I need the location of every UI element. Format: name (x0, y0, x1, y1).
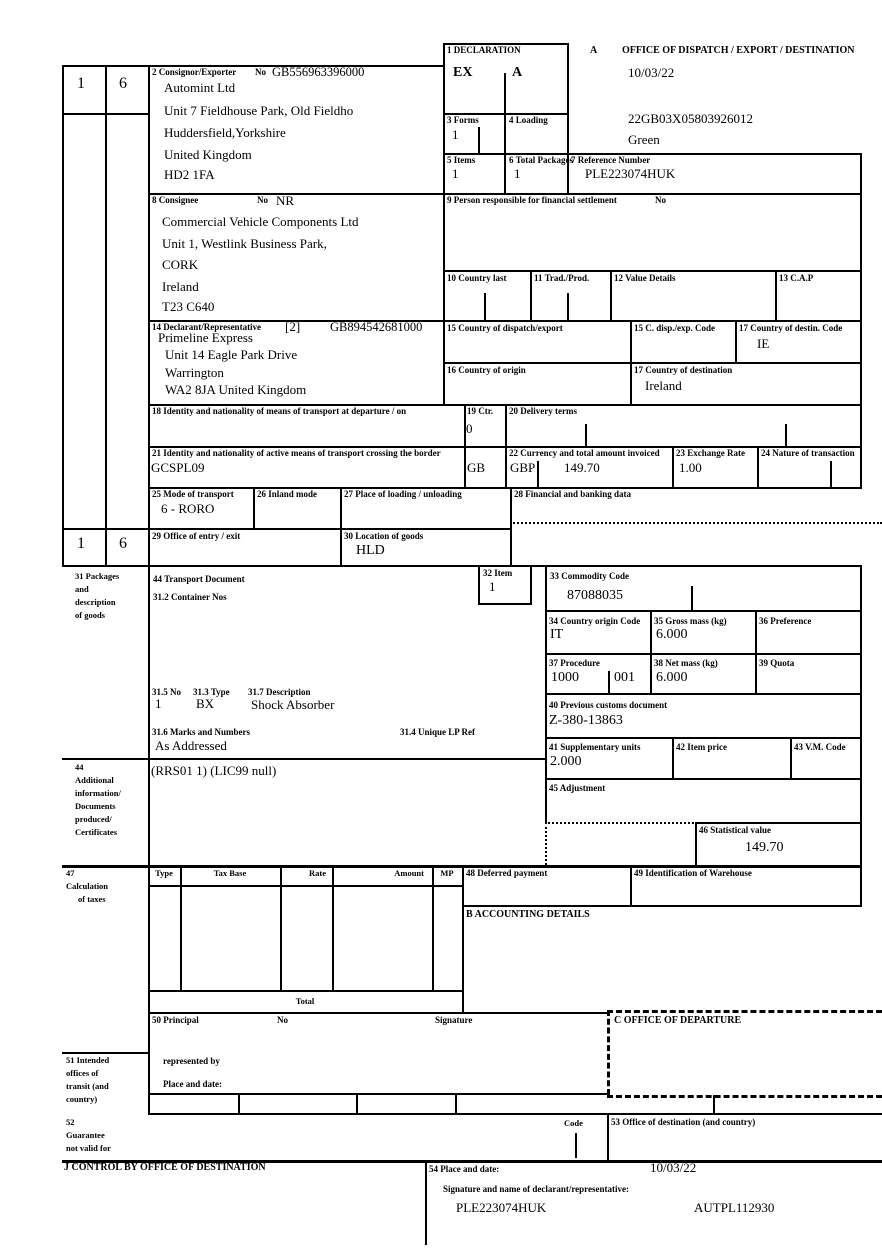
grid-line (62, 113, 150, 115)
box50-principal-label: 50 Principal (152, 1015, 199, 1025)
box52-code-label: Code (564, 1118, 583, 1128)
box30-goods-location-label: 30 Location of goods (344, 531, 424, 541)
grid-line (545, 610, 862, 612)
box50-signature-label: Signature (435, 1015, 473, 1025)
grid-line (630, 865, 632, 907)
box9-financial-label: 9 Person responsible for financial settlement (447, 195, 617, 205)
dashed-line (607, 1010, 610, 1095)
box17a-destin-code-label: 17 Country of destin. Code (739, 323, 843, 333)
box25-mode-label: 25 Mode of transport (152, 489, 234, 499)
boxA-mrn: 22GB03X05803926012 (628, 111, 753, 126)
box44-margin-label: produced/ (75, 814, 112, 824)
box31-margin-label: of goods (75, 610, 105, 620)
box42-item-price-label: 42 Item price (676, 742, 727, 752)
tax-col-rate: Rate (309, 868, 326, 878)
box31-7-description-value: Shock Absorber (251, 697, 335, 712)
box47-margin-label: of taxes (78, 894, 106, 904)
box4-loading-label: 4 Loading (509, 115, 548, 125)
box31-margin-label: 31 Packages (75, 571, 120, 581)
box48-deferred-label: 48 Deferred payment (466, 868, 548, 878)
grid-line (62, 528, 512, 530)
box51-margin-label: offices of (66, 1068, 99, 1078)
box26-inland-mode-label: 26 Inland mode (257, 489, 318, 499)
box50-no-label: No (277, 1015, 288, 1025)
box31-7-description-label: 31.7 Description (248, 687, 311, 697)
field-tick (830, 461, 832, 487)
copy-number-1: 1 (77, 75, 85, 92)
grid-line (607, 1113, 609, 1162)
box39-quota-label: 39 Quota (759, 658, 795, 668)
box54-auth-code: AUTPL112930 (694, 1200, 775, 1215)
grid-line (545, 737, 862, 739)
box54-declarant-ref: PLE223074HUK (456, 1200, 547, 1215)
box2-no-label: No (255, 67, 266, 77)
box50-place-date-label: Place and date: (163, 1079, 222, 1089)
box15a-dispatch-code-label: 15 C. disp./exp. Code (634, 323, 716, 333)
box17-destination-value: Ireland (645, 378, 682, 393)
grid-line (775, 270, 777, 322)
tax-col-amount: Amount (394, 868, 424, 878)
box5-items-value: 1 (452, 166, 459, 181)
box51-margin-label: 51 Intended (66, 1055, 110, 1065)
box54-signature-label: Signature and name of declarant/representative: (443, 1184, 629, 1194)
box10-country-last-label: 10 Country last (447, 273, 507, 283)
consignor-address-line: United Kingdom (164, 147, 252, 162)
grid-line (443, 270, 862, 272)
grid-line (105, 65, 107, 567)
consignor-address-line: Huddersfield,Yorkshire (164, 125, 286, 140)
grid-line (62, 565, 862, 567)
field-tick (785, 424, 787, 446)
grid-line (695, 822, 697, 867)
box40-previous-doc-label: 40 Previous customs document (549, 700, 668, 710)
box47-margin-label: 47 (66, 868, 75, 878)
box35-gross-mass-value: 6.000 (656, 627, 688, 642)
boxB-accounting-title: B ACCOUNTING DETAILS (466, 909, 590, 920)
box43-vm-code-label: 43 V.M. Code (794, 742, 846, 752)
grid-line (443, 362, 862, 364)
box16-origin-label: 16 Country of origin (447, 365, 526, 375)
box32-item-label: 32 Item (483, 568, 513, 578)
tax-col-type: Type (155, 868, 173, 878)
box33-commodity-value: 87088035 (567, 588, 623, 603)
boxA-routing: Green (628, 132, 660, 147)
grid-line (148, 990, 464, 992)
box18-transport-label: 18 Identity and nationality of means of transport at departure / on (152, 406, 407, 416)
boxC-departure-title: C OFFICE OF DEPARTURE (614, 1015, 742, 1026)
box31-margin-label: description (75, 597, 116, 607)
box35-gross-mass-label: 35 Gross mass (kg) (654, 616, 727, 626)
grid-line (455, 1093, 457, 1115)
box22-currency-label: 22 Currency and total amount invoiced (509, 448, 660, 458)
box44-margin-label: Documents (75, 801, 116, 811)
box36-preference-label: 36 Preference (759, 616, 812, 626)
box29-office-entry-label: 29 Office of entry / exit (152, 531, 241, 541)
box22-currency-value: GBP (510, 460, 536, 475)
dashed-line (607, 1010, 882, 1013)
box8-consignee-label: 8 Consignee (152, 195, 199, 205)
box8-no-label: No (257, 195, 268, 205)
field-tick (567, 293, 569, 320)
grid-line (425, 1160, 427, 1245)
grid-line (148, 487, 862, 489)
grid-line (443, 43, 445, 406)
box33-commodity-label: 33 Commodity Code (550, 571, 629, 581)
consignee-address-line: Ireland (162, 279, 199, 294)
box14-declarant-label: 14 Declarant/Representative (152, 322, 262, 332)
box11-trad-prod-label: 11 Trad./Prod. (534, 273, 590, 283)
box20-delivery-terms-label: 20 Delivery terms (509, 406, 577, 416)
grid-line (567, 43, 569, 195)
box44-transport-doc-label: 44 Transport Document (153, 574, 245, 584)
box34-origin-code-value: IT (550, 627, 564, 642)
grid-line (504, 73, 506, 195)
box19-ctr-value: 0 (466, 421, 473, 436)
box31-4-lp-ref-label: 31.4 Unique LP Ref (400, 727, 476, 737)
box44-additional-info-value: (RRS01 1) (LIC99 null) (151, 763, 277, 778)
grid-line (672, 737, 674, 780)
box51-margin-label: country) (66, 1094, 98, 1104)
grid-line (860, 565, 862, 907)
consignee-address-line: Unit 1, Westlink Business Park, (162, 236, 327, 251)
box44-margin-label: Additional (75, 775, 114, 785)
box17a-destin-code-value: IE (757, 336, 770, 351)
grid-line (62, 758, 547, 760)
box1-declaration-subtype: A (512, 65, 523, 80)
dotted-line (545, 822, 547, 865)
tax-col-mp: MP (440, 868, 454, 878)
field-tick (608, 671, 610, 695)
box13-cap-label: 13 C.A.P (779, 273, 814, 283)
box24-transaction-label: 24 Nature of transaction (761, 448, 855, 458)
grid-line (238, 1093, 240, 1115)
field-tick (691, 586, 693, 612)
box5-items-label: 5 Items (447, 155, 476, 165)
tax-col-base: Tax Base (213, 868, 247, 878)
grid-line (530, 565, 532, 605)
box52-margin-label: not valid for (66, 1143, 111, 1153)
box38-net-mass-label: 38 Net mass (kg) (654, 658, 718, 668)
box31-5-no-value: 1 (155, 696, 162, 711)
declarant-address-line: WA2 8JA United Kingdom (165, 382, 307, 397)
grid-line (510, 487, 512, 567)
grid-line (356, 1093, 358, 1115)
box46-statistical-label: 46 Statistical value (699, 825, 771, 835)
dotted-line (510, 522, 882, 524)
grid-line (545, 653, 862, 655)
grid-line (672, 446, 674, 489)
consignor-address-line: Unit 7 Fieldhouse Park, Old Fieldho (164, 103, 354, 118)
box31-6-marks-value: As Addressed (155, 738, 227, 753)
box31-2-container-label: 31.2 Container Nos (153, 592, 227, 602)
grid-line (62, 65, 445, 67)
grid-line (462, 905, 862, 907)
consignor-address-line: HD2 1FA (164, 167, 215, 182)
box37-procedure-label: 37 Procedure (549, 658, 600, 668)
grid-line (148, 1113, 882, 1115)
box6-packages-value: 1 (514, 166, 521, 181)
box41-supp-units-value: 2.000 (550, 754, 582, 769)
box31-3-type-value: BX (196, 696, 215, 711)
field-tick (585, 424, 587, 446)
field-tick (478, 127, 480, 153)
declarant-address-line: Unit 14 Eagle Park Drive (165, 347, 298, 362)
tax-total-label: Total (295, 996, 315, 1006)
grid-line (340, 487, 342, 567)
box31-6-marks-label: 31.6 Marks and Numbers (152, 727, 251, 737)
box41-supp-units-label: 41 Supplementary units (549, 742, 641, 752)
grid-line (148, 885, 464, 887)
consignee-address-line: Commercial Vehicle Components Ltd (162, 214, 359, 229)
box12-value-details-label: 12 Value Details (614, 273, 676, 283)
dotted-line (545, 822, 697, 824)
consignor-address-line: Automint Ltd (164, 80, 236, 95)
grid-line (735, 320, 737, 364)
grid-line (478, 565, 480, 605)
box19-ctr-label: 19 Ctr. (467, 406, 494, 416)
box3-forms-label: 3 Forms (447, 115, 479, 125)
box52-margin-label: 52 (66, 1117, 75, 1127)
declarant-address-line: Warrington (165, 365, 224, 380)
box50-represented-by-label: represented by (163, 1056, 220, 1066)
box3-forms-value: 1 (452, 127, 459, 142)
box15-dispatch-label: 15 Country of dispatch/export (447, 323, 563, 333)
box49-warehouse-label: 49 Identification of Warehouse (634, 868, 752, 878)
boxA-letter: A (590, 45, 598, 56)
grid-line (148, 1012, 609, 1014)
box37-procedure-value1: 1000 (551, 670, 579, 685)
box46-statistical-value: 149.70 (745, 840, 784, 855)
field-tick (537, 461, 539, 487)
consignee-address-line: T23 C640 (162, 299, 215, 314)
box14-status-code: [2] (285, 319, 301, 334)
dashed-line (607, 1095, 882, 1098)
box54-place-date-label: 54 Place and date: (429, 1164, 500, 1174)
copy-number-6: 6 (119, 75, 127, 92)
box7-reference-label: 7 Reference Number (571, 155, 651, 165)
copy-number-6-lower: 6 (119, 535, 127, 552)
box2-consignor-eori: GB556963396000 (272, 65, 365, 79)
boxA-title: OFFICE OF DISPATCH / EXPORT / DESTINATION (622, 45, 855, 56)
box32-item-value: 1 (489, 579, 496, 594)
box31-5-no-label: 31.5 No (152, 687, 181, 697)
grid-line (545, 693, 862, 695)
grid-line (62, 65, 64, 567)
box44-margin-label: 44 (75, 762, 84, 772)
box37-procedure-value2: 001 (614, 670, 635, 685)
box27-loading-place-label: 27 Place of loading / unloading (344, 489, 462, 499)
box30-goods-location-value: HLD (356, 543, 385, 558)
grid-line (253, 487, 255, 530)
box8-consignee-id: NR (276, 193, 295, 208)
grid-line (757, 446, 759, 489)
box34-origin-code-label: 34 Country origin Code (549, 616, 641, 626)
grid-line (790, 737, 792, 780)
grid-line (443, 153, 862, 155)
box54-date-value: 10/03/22 (650, 1160, 697, 1175)
box47-margin-label: Calculation (66, 881, 109, 891)
copy-number-1-lower: 1 (77, 535, 85, 552)
grid-line (713, 1095, 715, 1115)
box44-margin-label: Certificates (75, 827, 118, 837)
box23-exchange-rate-label: 23 Exchange Rate (676, 448, 745, 458)
field-tick (575, 1133, 577, 1158)
box22-amount-value: 149.70 (564, 460, 600, 475)
box31-margin-label: and (75, 584, 89, 594)
consignee-address-line: CORK (162, 257, 199, 272)
box23-exchange-rate-value: 1.00 (679, 460, 702, 475)
box52-margin-label: Guarantee (66, 1130, 105, 1140)
box1-declaration-type: EX (453, 65, 473, 80)
grid-line (62, 1052, 150, 1054)
grid-line (478, 603, 532, 605)
box2-consignor-label: 2 Consignor/Exporter (152, 67, 237, 77)
box9-no-label: No (655, 195, 666, 205)
box51-margin-label: transit (and (66, 1081, 109, 1091)
boxA-date: 10/03/22 (628, 65, 675, 80)
grid-line (545, 778, 862, 780)
box21-active-transport-label: 21 Identity and nationality of active means of transport crossing the border (152, 448, 441, 458)
box40-previous-doc-value: Z-380-13863 (549, 713, 623, 728)
box25-mode-value: 6 - RORO (161, 501, 215, 516)
boxJ-control-title: J CONTROL BY OFFICE OF DESTINATION (64, 1162, 266, 1173)
box21-transport-id: GCSPL09 (151, 460, 205, 475)
box14-declarant-eori: GB894542681000 (330, 320, 423, 334)
box44-margin-label: information/ (75, 788, 121, 798)
box17-destination-label: 17 Country of destination (634, 365, 733, 375)
box7-reference-value: PLE223074HUK (585, 166, 676, 181)
grid-line (695, 822, 862, 824)
grid-line (530, 270, 532, 322)
declarant-address-line: Primeline Express (158, 330, 253, 345)
grid-line (610, 270, 612, 322)
field-tick (484, 293, 486, 320)
box28-financial-data-label: 28 Financial and banking data (514, 489, 632, 499)
box38-net-mass-value: 6.000 (656, 670, 688, 685)
box21-nationality: GB (467, 460, 486, 475)
box31-3-type-label: 31.3 Type (193, 687, 230, 697)
box45-adjustment-label: 45 Adjustment (549, 783, 606, 793)
box6-packages-label: 6 Total Packages (509, 155, 574, 165)
grid-line (148, 1093, 609, 1095)
box53-destination-office-label: 53 Office of destination (and country) (611, 1117, 756, 1127)
box1-declaration-label: 1 DECLARATION (447, 45, 521, 55)
grid-line (148, 65, 150, 1113)
